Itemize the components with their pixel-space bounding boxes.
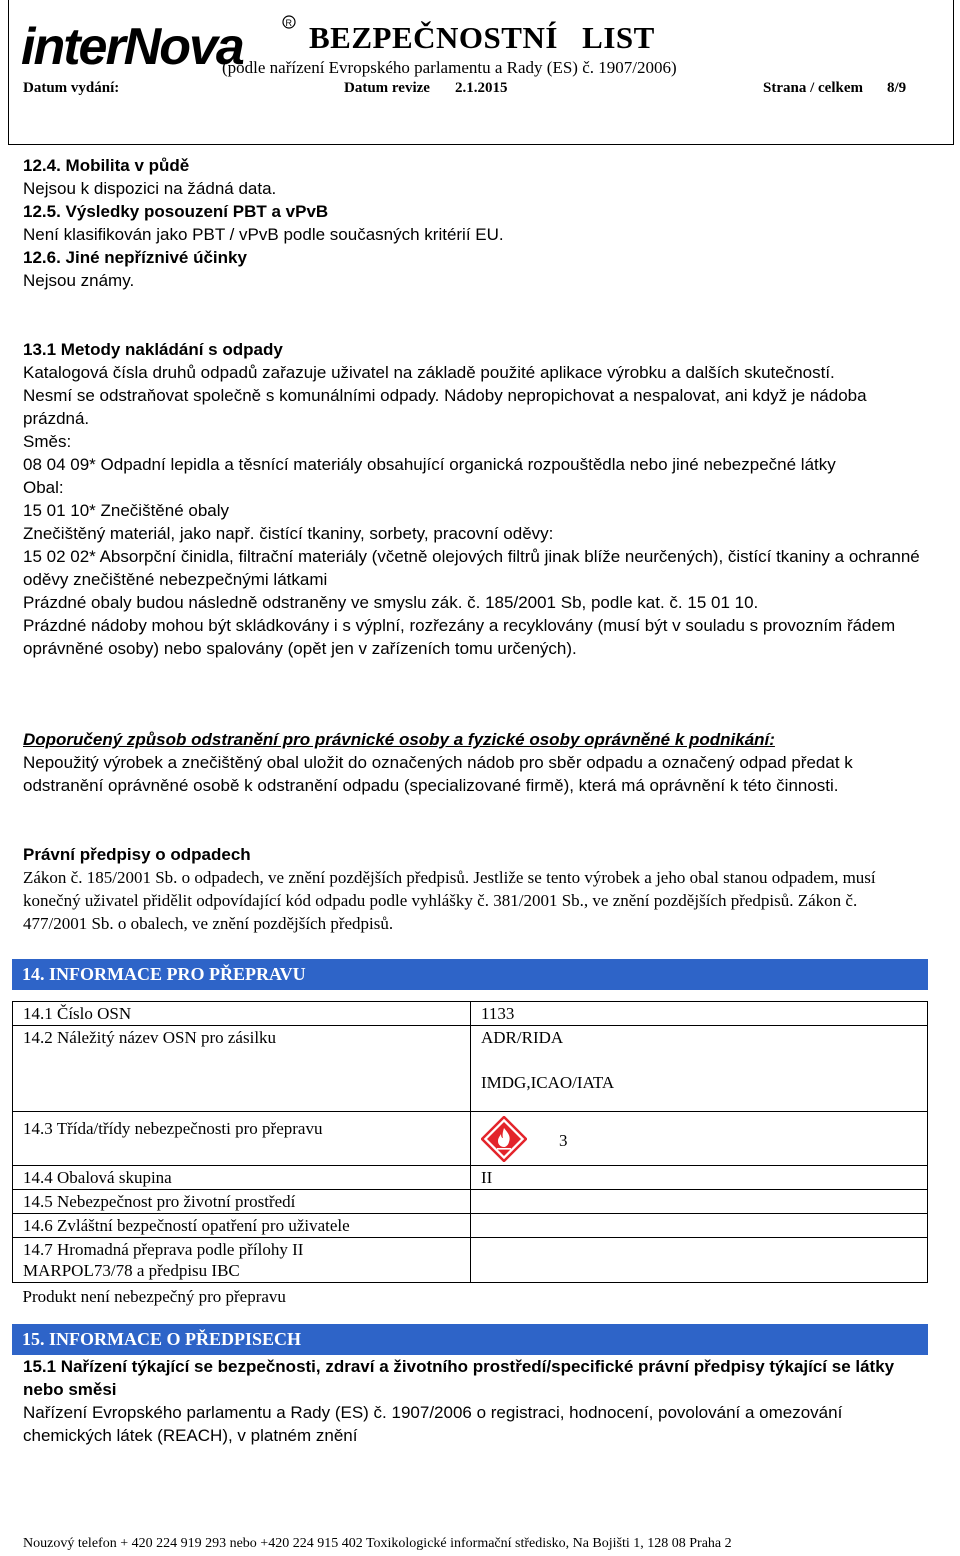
recommendation-heading: Doporučený způsob odstranění pro právnické osoby a fyzické osoby oprávněné k podnikání: <box>23 730 775 749</box>
document-header <box>8 0 954 145</box>
text-13-p9: Prázdné obaly budou následně odstraněny ve smyslu zák. č. 185/2001 Sb, podle kat. č. 15 01 10. <box>23 593 759 612</box>
svg-text:R: R <box>285 18 292 28</box>
text-15-1: Nařízení Evropského parlamentu a Rady (ES) č. 1907/2006 o registraci, hodnocení, povolování a omezování chemických látek (REACH), v platném znění <box>23 1403 843 1445</box>
special-precautions-value <box>471 1214 928 1238</box>
heading-12-4: 12.4. Mobilita v půdě <box>23 156 190 175</box>
section-13 <box>23 338 920 660</box>
table-row <box>13 1238 928 1283</box>
un-number-value: 1133 <box>471 1002 928 1026</box>
revision-date-label: Datum revize <box>344 80 430 96</box>
text-12-5: Není klasifikován jako PBT / vPvB podle současných kritérií EU. <box>23 225 504 244</box>
revision-date-value: 2.1.2015 <box>455 80 508 96</box>
recommendation-block <box>23 728 930 797</box>
hazard-class-label: 14.3 Třída/třídy nebezpečnosti pro přepravu <box>13 1112 471 1166</box>
legal-heading: Právní předpisy o odpadech <box>23 845 251 864</box>
table-row <box>13 1214 928 1238</box>
packing-group-value: II <box>471 1166 928 1190</box>
section-15-bar <box>12 1324 928 1355</box>
environmental-hazard-label: 14.5 Nebezpečnost pro životní prostředí <box>13 1190 471 1214</box>
section-12-continued <box>23 154 920 292</box>
heading-12-5: 12.5. Výsledky posouzení PBT a vPvB <box>23 202 329 221</box>
text-13-p6: 15 01 10* Znečištěné obaly <box>23 501 230 520</box>
issue-date-label: Datum vydání: <box>23 80 120 96</box>
un-number-label: 14.1 Číslo OSN <box>13 1002 471 1026</box>
text-13-p3: Směs: <box>23 432 72 451</box>
legal-block <box>23 843 920 935</box>
shipping-name-imdg: IMDG,ICAO/IATA <box>481 1073 615 1092</box>
text-13-p8: 15 02 02* Absorpční činidla, filtrační materiály (včetně olejových filtrů jinak blíže neurčených), čistící tkaniny a ochranné oděvy znečištěné nebezpečnými látkami <box>23 547 920 589</box>
heading-13-1: 13.1 Metody nakládání s odpady <box>23 340 283 359</box>
text-13-p7: Znečištěný materiál, jako např. čistící tkaniny, sorbety, pracovní oděvy: <box>23 524 554 543</box>
transport-note: Produkt není nebezpečný pro přepravu <box>22 1287 286 1306</box>
text-12-4: Nejsou k dispozici na žádná data. <box>23 179 277 198</box>
hazard-class-value-cell <box>471 1112 928 1166</box>
text-13-p10: Prázdné nádoby mohou být skládkovány i s výplní, rozřezány a recyklovány (musí být v souladu s provozním řádem oprávněné osoby) nebo spalovány (opět jen v zařízeních tomu určených). <box>23 616 896 658</box>
shipping-name-label: 14.2 Náležitý název OSN pro zásilku <box>13 1026 471 1112</box>
text-13-p2: Nesmí se odstraňovat společně s komunálními odpady. Nádoby nepropichovat a nespalovat, ani když je nádoba prázdná. <box>23 386 867 428</box>
emergency-phone-footer: Nouzový telefon + 420 224 919 293 nebo +420 224 915 402 Toxikologické informační středisko, Na Bojišti 1, 128 08 Praha 2 <box>23 1536 732 1551</box>
packing-group-label: 14.4 Obalová skupina <box>13 1166 471 1190</box>
bulk-transport-value <box>471 1238 928 1283</box>
bulk-transport-label-line2: MARPOL73/78 a předpisu IBC <box>23 1261 240 1280</box>
shipping-name-adr: ADR/RIDA <box>481 1028 564 1047</box>
heading-12-6: 12.6. Jiné nepříznivé účinky <box>23 248 247 267</box>
shipping-name-value <box>471 1026 928 1112</box>
text-12-6: Nejsou známy. <box>23 271 135 290</box>
recommendation-text: Nepoužitý výrobek a znečištěný obal uložit do označených nádob pro sběr odpadu a označený odpad předat k odstranění oprávněné osobě k odstranění odpadu (specializované firmě), která má oprávnění k této činnosti. <box>23 753 853 795</box>
section-15-title: 15. INFORMACE O PŘEDPISECH <box>22 1329 302 1349</box>
text-13-p5: Obal: <box>23 478 64 497</box>
text-13-p4: 08 04 09* Odpadní lepidla a těsnící materiály obsahující organická rozpouštědla nebo jiné nebezpečné látky <box>23 455 836 474</box>
table-row <box>13 1283 928 1309</box>
table-row <box>13 1002 928 1026</box>
svg-text:interNova: interNova <box>21 18 243 70</box>
hazard-class-value: 3 <box>559 1131 568 1150</box>
document-subtitle: (podle nařízení Evropského parlamentu a Rady (ES) č. 1907/2006) <box>222 58 677 77</box>
flame-hazard-icon <box>481 1116 527 1162</box>
environmental-hazard-value <box>471 1190 928 1214</box>
page-count-label: Strana / celkem <box>763 80 863 96</box>
page-count-value: 8/9 <box>887 80 907 96</box>
bulk-transport-label-line1: 14.7 Hromadná přeprava podle přílohy II <box>23 1240 304 1259</box>
special-precautions-label: 14.6 Zvláštní bezpečností opatření pro uživatele <box>13 1214 471 1238</box>
document-title: BEZPEČNOSTNÍ LIST <box>309 20 655 55</box>
table-row <box>13 1026 928 1112</box>
transport-table <box>12 1001 928 1308</box>
section-15-1 <box>23 1355 930 1447</box>
section-14-bar <box>12 959 928 990</box>
text-13-p1: Katalogová čísla druhů odpadů zařazuje uživatel na základě použité aplikace výrobku a dalších skutečností. <box>23 363 835 382</box>
table-row <box>13 1190 928 1214</box>
bulk-transport-label <box>13 1238 471 1283</box>
heading-15-1: 15.1 Nařízení týkající se bezpečnosti, zdraví a životního prostředí/specifické právní předpisy týkající se látky nebo směsi <box>23 1357 895 1399</box>
table-row <box>13 1112 928 1166</box>
legal-text: Zákon č. 185/2001 Sb. o odpadech, ve znění pozdějších předpisů. Jestliže se tento výrobek a jeho obal stanou odpadem, musí konečný uživatel přidělit odpovídající kód odpadu podle vyhlášky č. 381/2001 Sb., ve znění pozdějších předpisů. Zákon č. 477/2001 Sb. o obalech, ve znění pozdějších předpisů. <box>23 868 876 933</box>
section-14-title: 14. INFORMACE PRO PŘEPRAVU <box>22 964 306 984</box>
table-row <box>13 1166 928 1190</box>
